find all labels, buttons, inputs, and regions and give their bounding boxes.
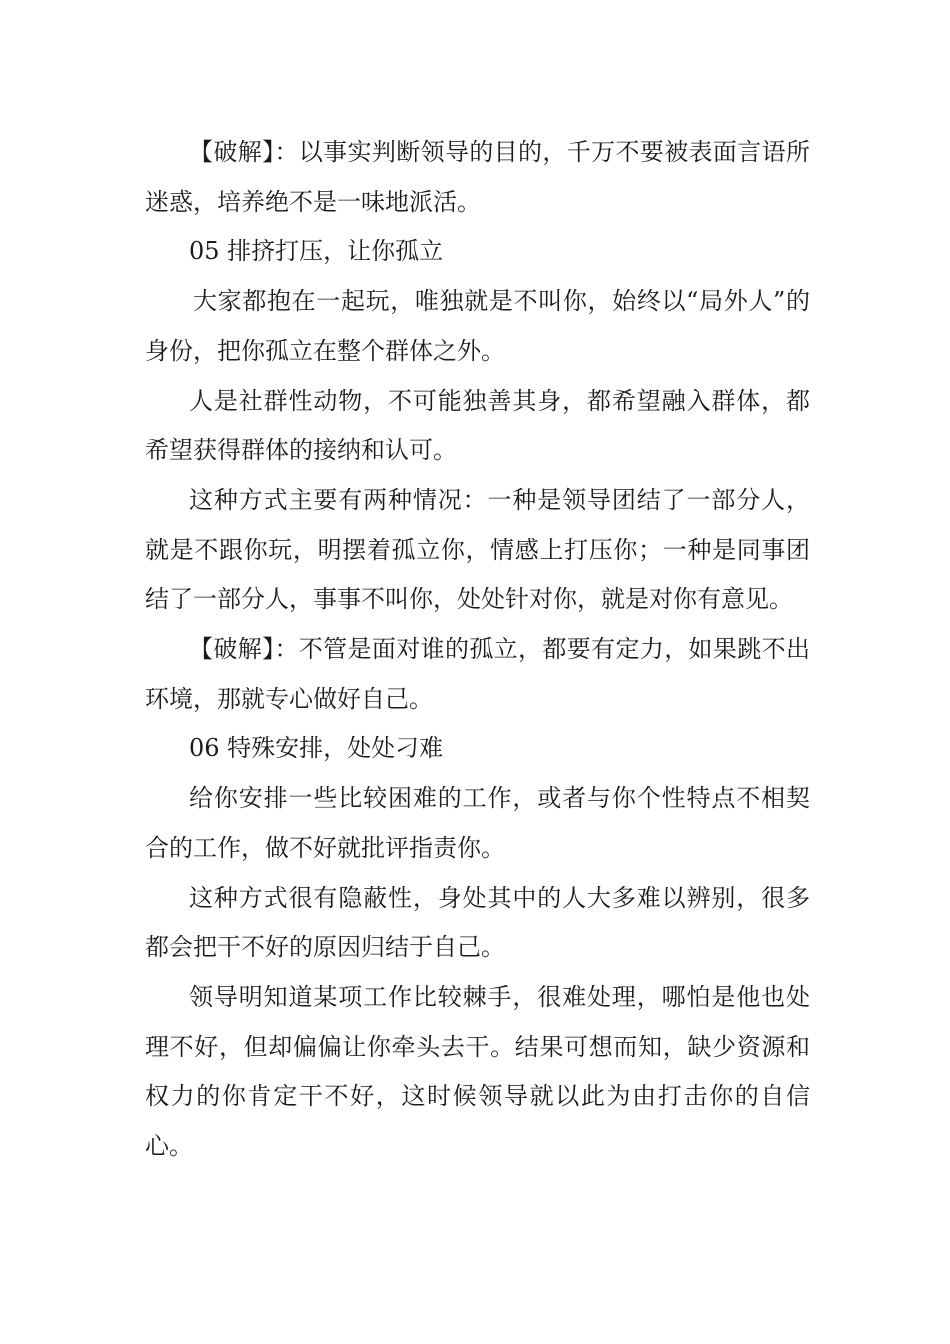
paragraph-social-animal: 人是社群性动物，不可能独善其身，都希望融入群体，都希望获得群体的接纳和认可。 <box>145 386 810 465</box>
paragraph-two-situations: 这种方式主要有两种情况：一种是领导团结了一部分人，就是不跟你玩，明摆着孤立你，情感上打压你；一种是同事团结了一部分人，事事不叫你，处处针对你，就是对你有意见。 <box>145 485 810 614</box>
paragraph-difficult-work: 给你安排一些比较困难的工作，或者与你个性特点不相契合的工作，做不好就批评指责你。 <box>145 784 810 862</box>
section-heading-06: 06 特殊安排，处处刁难 <box>189 734 444 763</box>
paragraph-isolation-description: 大家都抱在一起玩，唯独就是不叫你，始终以“局外人”的身份，把你孤立在整个群体之外。 <box>145 287 810 365</box>
paragraph-crack-tip-1: 【破解】：以事实判断领导的目的，千万不要被表面言语所迷惑，培养绝不是一味地派活。 <box>145 138 810 216</box>
paragraph-crack-tip-2: 【破解】：不管是面对谁的孤立，都要有定力，如果跳不出环境，那就专心做好自己。 <box>145 635 810 713</box>
paragraph-thorny-task: 领导明知道某项工作比较棘手，很难处理，哪怕是他也处理不好，但却偏偏让你牵头去干。结果可想而知，缺少资源和权力的你肯定干不好，这时候领导就以此为由打击你的自信心。 <box>145 982 810 1161</box>
section-heading-05: 05 排挤打压，让你孤立 <box>189 237 444 266</box>
document-body <box>145 128 810 1172</box>
paragraph-hidden-method: 这种方式很有隐蔽性，身处其中的人大多难以辨别，很多都会把干不好的原因归结于自己。 <box>145 883 810 962</box>
